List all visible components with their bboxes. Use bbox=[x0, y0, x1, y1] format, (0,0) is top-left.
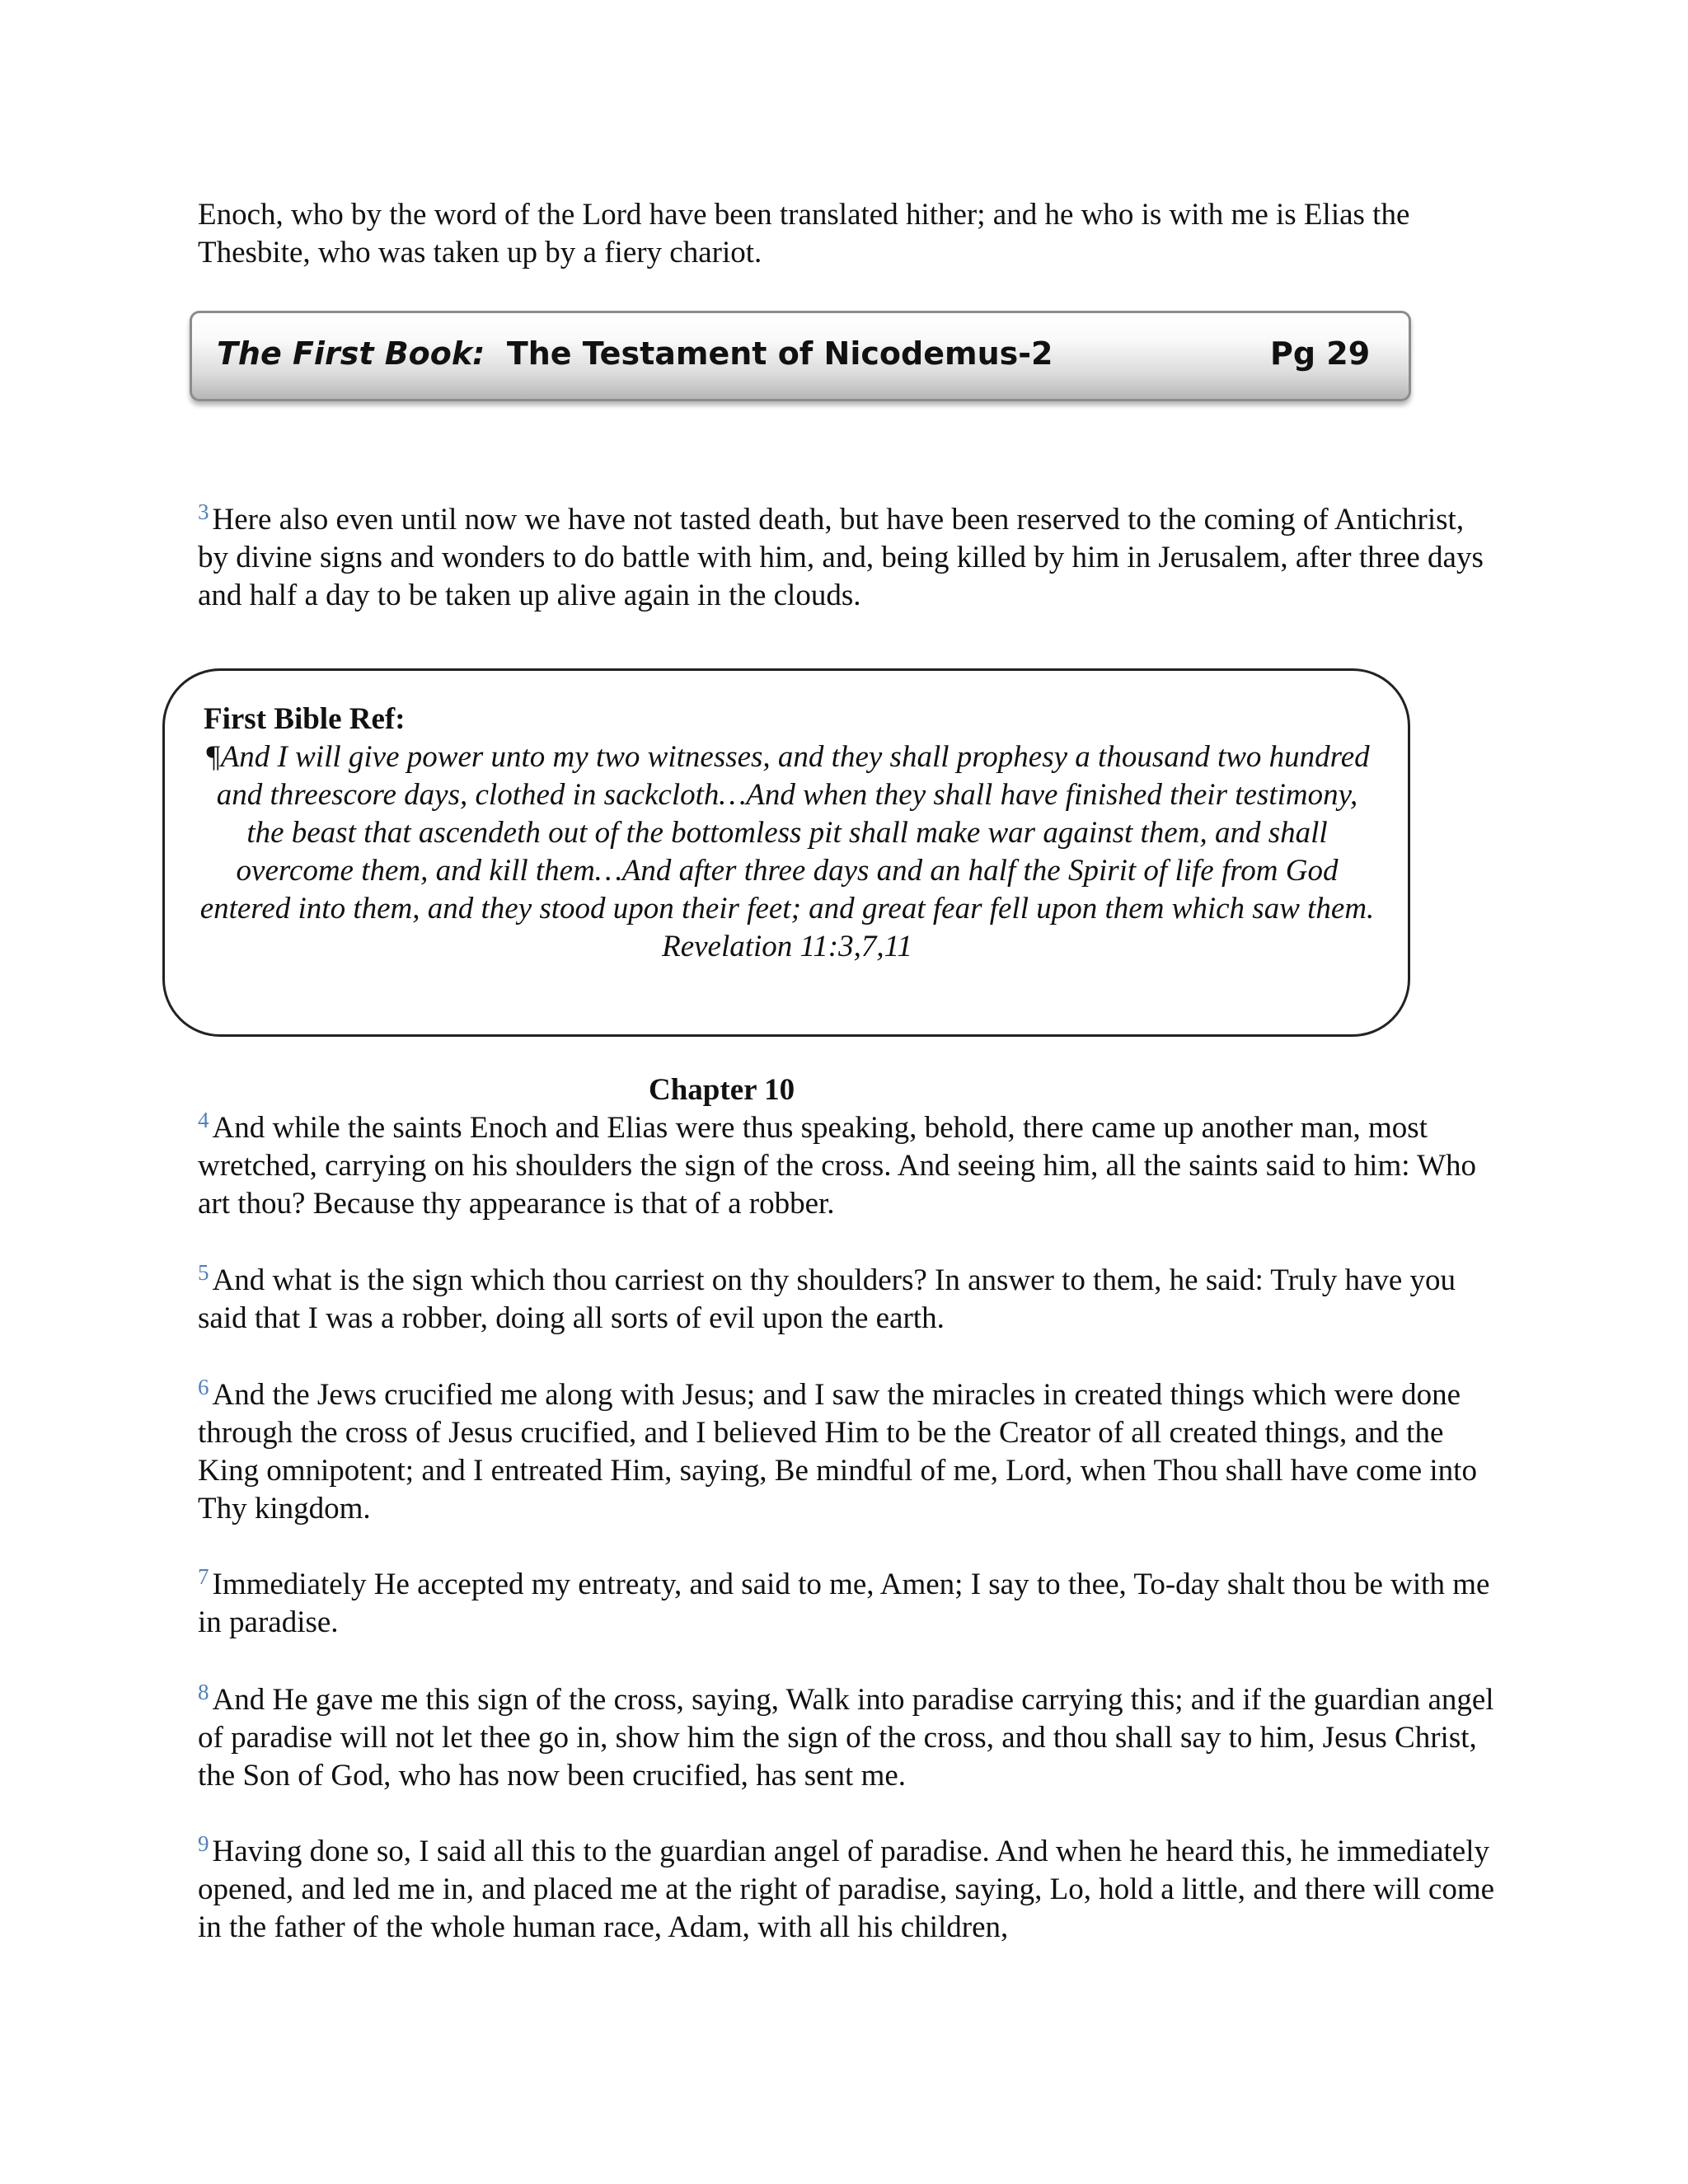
header-book-title: The Testament of Nicodemus-2 bbox=[506, 335, 1053, 372]
page-header-bar bbox=[190, 311, 1411, 401]
verse-number: 7 bbox=[198, 1564, 209, 1589]
verse-number: 3 bbox=[198, 499, 209, 524]
header-page-number: Pg 29 bbox=[1270, 335, 1371, 372]
verse-text: Having done so, I said all this to the guardian angel of paradise. And when he heard this, he immediately opened, and led me in, and placed me at the right of paradise, saying, Lo, hold a little, and there will come in the father of the whole human race, Adam, with all his children, bbox=[198, 1835, 1495, 1944]
verse-7 bbox=[198, 1566, 1500, 1642]
verse-9 bbox=[198, 1833, 1500, 1947]
verse-number: 5 bbox=[198, 1260, 209, 1285]
verse-3 bbox=[198, 501, 1500, 615]
verse-number: 4 bbox=[198, 1108, 209, 1132]
bible-ref-title: First Bible Ref: bbox=[204, 702, 406, 736]
verse-text: Here also even until now we have not tasted death, but have been reserved to the coming of Antichrist, by divine signs and wonders to do battle with him, and, being killed by him in Jerusalem, after three days and half a day to be taken up alive again in the clouds. bbox=[198, 503, 1484, 612]
verse-text: And while the saints Enoch and Elias were thus speaking, behold, there came up another man, most wretched, carrying on his shoulders the sign of the cross. And seeing him, all the saints said to him: Who art thou? Because thy appearance is that of a robber. bbox=[198, 1111, 1477, 1221]
verse-5 bbox=[198, 1262, 1500, 1338]
verse-8 bbox=[198, 1681, 1500, 1795]
verse-number: 8 bbox=[198, 1680, 209, 1704]
verse-4 bbox=[198, 1109, 1500, 1223]
verse-number: 6 bbox=[198, 1375, 209, 1399]
verse-text: And the Jews crucified me along with Jesus; and I saw the miracles in created things which were done through the cross of Jesus crucified, and I believed Him to be the Creator of all created things, and the King omnipotent; and I entreated Him, saying, Be mindful of me, Lord, when Thou shall have come into Thy kingdom. bbox=[198, 1378, 1477, 1526]
bible-ref-box bbox=[162, 668, 1410, 1037]
header-book-label: The First Book: bbox=[217, 335, 485, 372]
bible-ref-quote: ¶And I will give power unto my two witnesses, and they shall prophesy a thousand two hundred and threescore days, clothed in sackcloth…And when they shall have finished their testimony, the beast that ascendeth out of the bottomless pit shall make war against them, and shall overcome them, and kill them…And after three days and an half the Spirit of life from God entered into them, and they stood upon their feet; and great fear fell upon them which saw them. Revelation 11:3,7,11 bbox=[199, 740, 1375, 963]
header-title bbox=[217, 333, 1053, 374]
verse-text: And what is the sign which thou carriest on thy shoulders? In answer to them, he said: Truly have you said that I was a robber, doing all sorts of evil upon the earth. bbox=[198, 1263, 1456, 1335]
verse-text: Immediately He accepted my entreaty, and said to me, Amen; I say to thee, To-day shalt thou be with me in paradise. bbox=[198, 1568, 1490, 1639]
verse-number: 9 bbox=[198, 1831, 209, 1856]
intro-paragraph: Enoch, who by the word of the Lord have been translated hither; and he who is with me is Elias the Thesbite, who was taken up by a fiery chariot. bbox=[198, 198, 1410, 269]
verse-6 bbox=[198, 1376, 1500, 1528]
chapter-heading: Chapter 10 bbox=[649, 1073, 795, 1107]
verse-text: And He gave me this sign of the cross, saying, Walk into paradise carrying this; and if the guardian angel of paradise will not let thee go in, show him the sign of the cross, and thou shall say to him, Jesus Christ, the Son of God, who has now been crucified, has sent me. bbox=[198, 1683, 1494, 1793]
